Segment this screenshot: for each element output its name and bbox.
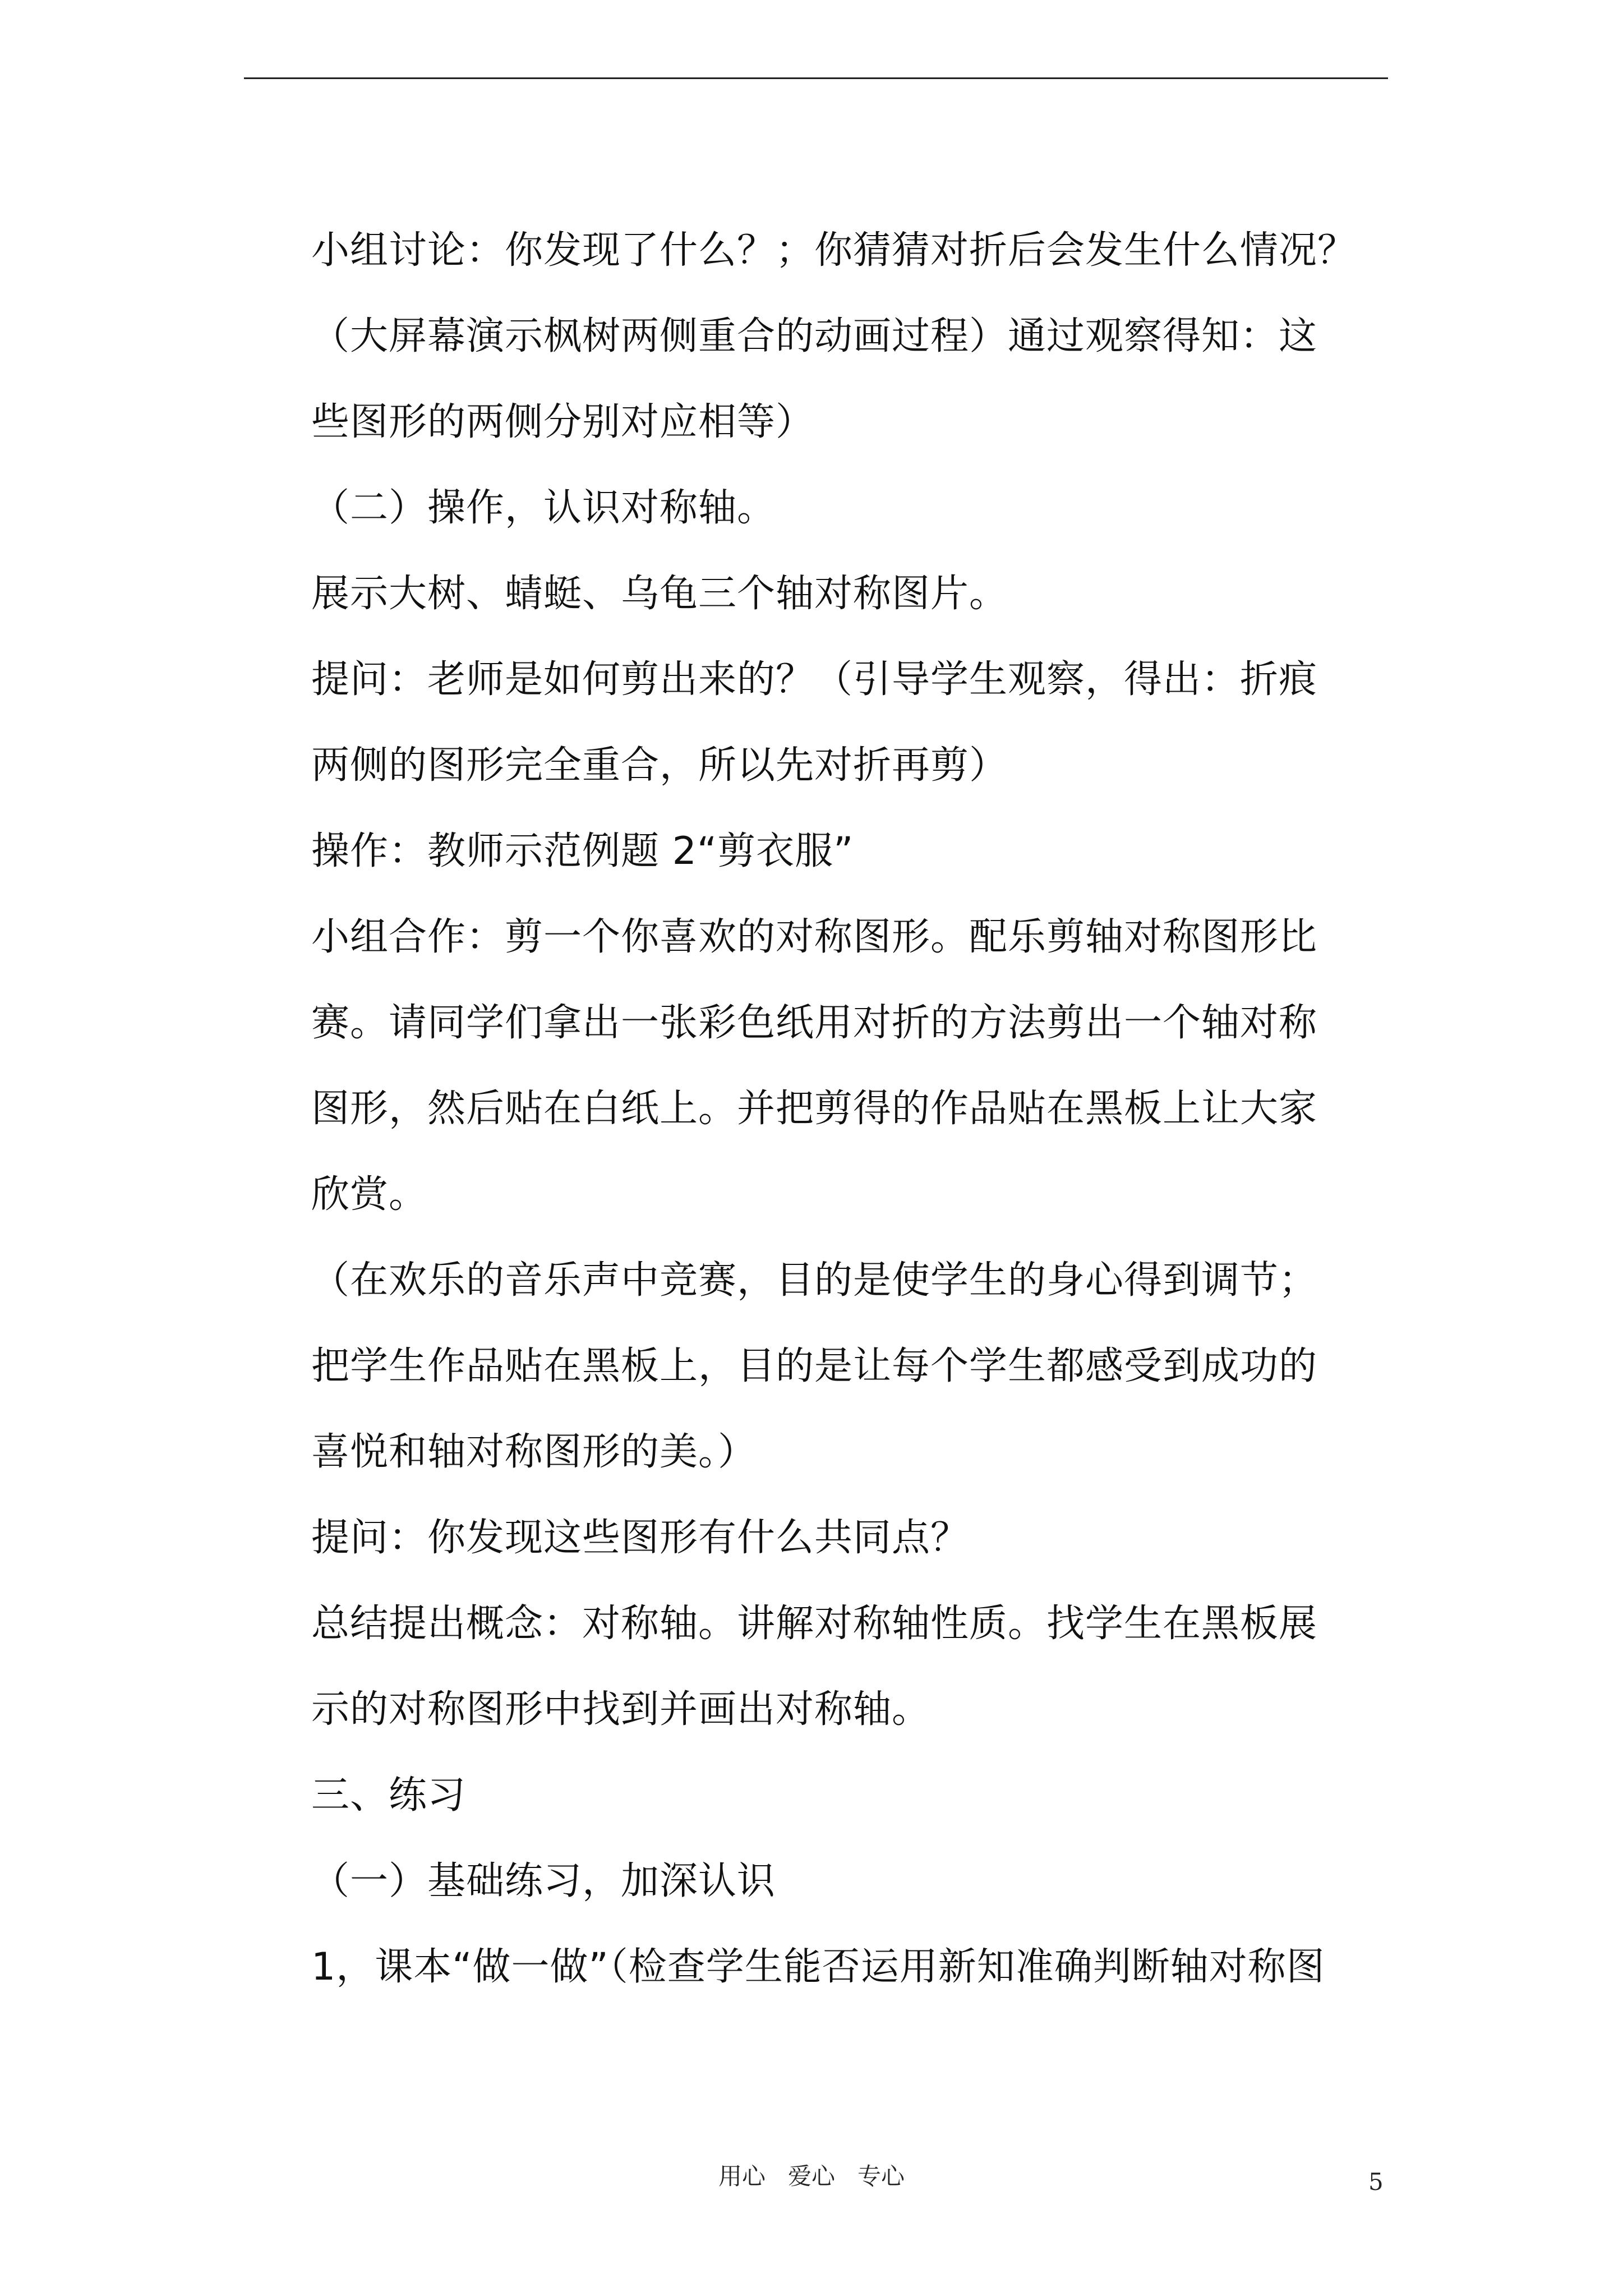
text-line: 总结提出概念：对称轴。讲解对称轴性质。找学生在黑板展 — [311, 1602, 1318, 1646]
text-line: 展示大树、蜻蜓、乌龟三个轴对称图片。 — [311, 572, 1008, 616]
text-line: 示的对称图形中找到并画出对称轴。 — [311, 1687, 931, 1732]
text-line: 两侧的图形完全重合，所以先对折再剪） — [311, 743, 1008, 788]
text-line: （在欢乐的音乐声中竞赛，目的是使学生的身心得到调节； — [311, 1258, 1318, 1303]
header-rule — [244, 77, 1388, 79]
text-line: 小组合作：剪一个你喜欢的对称图形。配乐剪轴对称图形比 — [311, 915, 1318, 959]
document-body — [311, 208, 1388, 2010]
text-line: 赛。请同学们拿出一张彩色纸用对折的方法剪出一个轴对称 — [311, 1001, 1318, 1045]
text-line: 1，课本“做一做”（检查学生能否运用新知准确判断轴对称图 — [311, 1945, 1325, 1989]
text-line: 图形，然后贴在白纸上。并把剪得的作品贴在黑板上让大家 — [311, 1087, 1318, 1131]
text-line: 小组讨论：你发现了什么？；你猜猜对折后会发生什么情况？ — [311, 228, 1357, 273]
text-line: 欣赏。 — [311, 1172, 428, 1217]
text-line: 操作：教师示范例题 2“剪衣服” — [311, 829, 854, 873]
section-heading: （一）基础练习，加深认识 — [311, 1859, 776, 1903]
text-line: （大屏幕演示枫树两侧重合的动画过程）通过观察得知：这 — [311, 314, 1318, 358]
footer-motto: 用心 爱心 专心 — [718, 2162, 905, 2190]
section-heading: （二）操作，认识对称轴。 — [311, 486, 776, 530]
text-line: 提问：你发现这些图形有什么共同点？ — [311, 1516, 970, 1560]
text-line: 喜悦和轴对称图形的美。） — [311, 1430, 757, 1474]
page-number: 5 — [1368, 2168, 1384, 2196]
section-heading: 三、练习 — [311, 1773, 467, 1818]
text-line: 些图形的两侧分别对应相等） — [311, 400, 815, 444]
text-line: 提问：老师是如何剪出来的？（引导学生观察，得出：折痕 — [311, 657, 1318, 702]
text-line: 把学生作品贴在黑板上，目的是让每个学生都感受到成功的 — [311, 1344, 1318, 1388]
